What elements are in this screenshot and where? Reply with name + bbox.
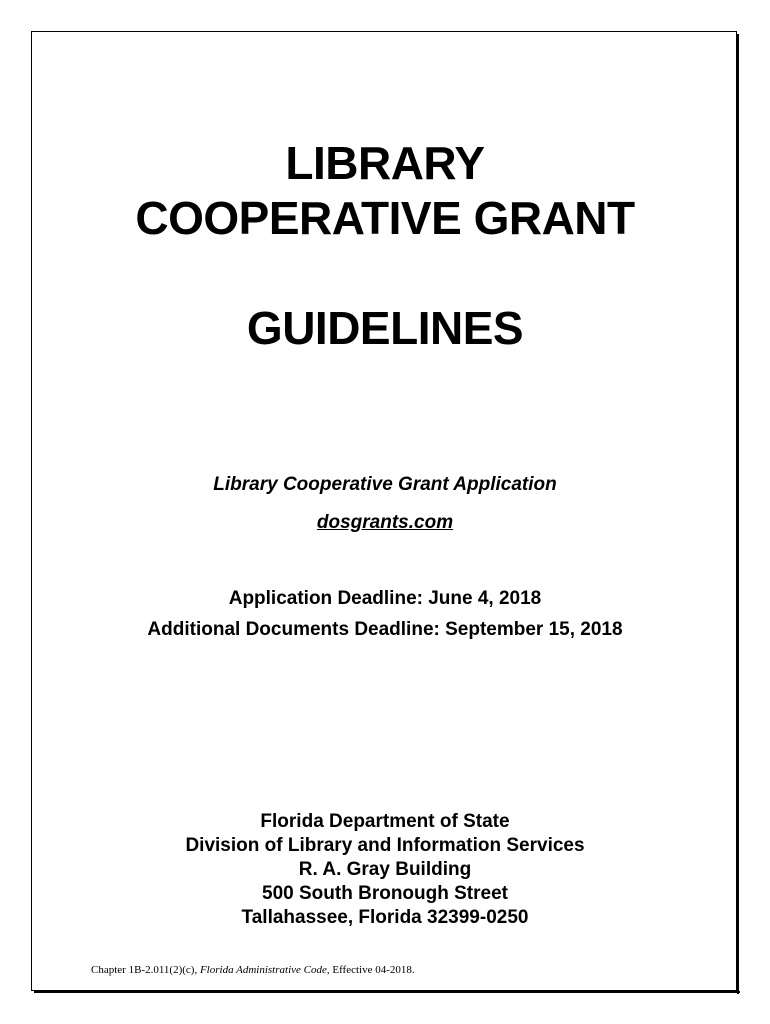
title-line-1: LIBRARY: [285, 137, 485, 189]
application-name: Library Cooperative Grant Application: [213, 474, 557, 495]
footer-prefix: Chapter 1B-2.011(2)(c),: [91, 964, 200, 976]
title-line-2: COOPERATIVE GRANT: [135, 192, 635, 244]
document-title: [0, 136, 770, 246]
footer-code: Florida Administrative Code: [199, 964, 327, 976]
documents-deadline: Additional Documents Deadline: September 15, 2018: [147, 619, 623, 640]
application-link-row: [0, 511, 770, 535]
footer-suffix: , Effective 04-2018.: [326, 964, 415, 976]
address-line-5: Tallahassee, Florida 32399-0250: [241, 907, 529, 928]
application-deadline: Application Deadline: June 4, 2018: [228, 588, 542, 609]
document-subtitle: GUIDELINES: [246, 302, 524, 354]
address-line-1: Florida Department of State: [260, 811, 510, 832]
agency-address: [0, 810, 770, 930]
address-line-4: 500 South Bronough Street: [262, 883, 508, 904]
address-line-3: R. A. Gray Building: [298, 859, 472, 880]
address-line-2: Division of Library and Information Services: [185, 835, 585, 856]
dosgrants-link[interactable]: dosgrants.com: [316, 512, 454, 533]
footer-citation: [91, 963, 415, 977]
deadlines: [0, 583, 770, 645]
